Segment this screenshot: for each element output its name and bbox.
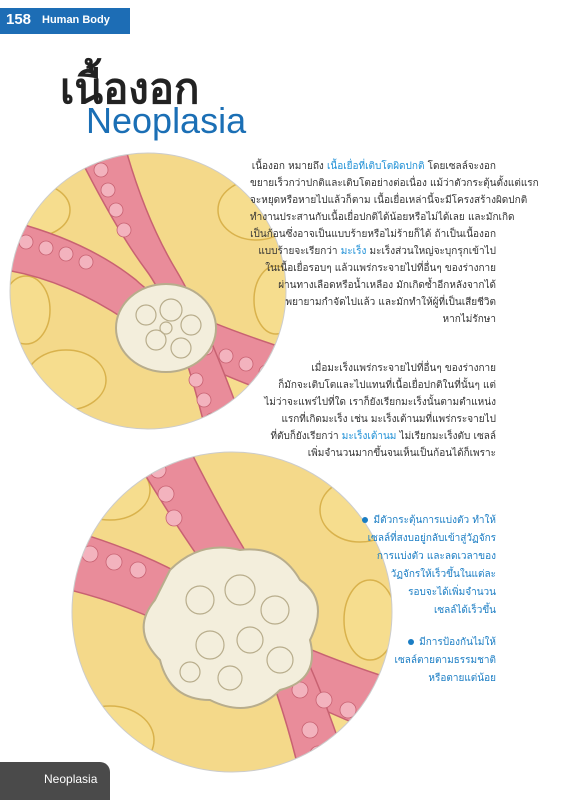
- paragraph-definition: [250, 158, 539, 328]
- text-line: [250, 226, 496, 243]
- text-line: [258, 428, 496, 445]
- text-segment: ในเนื้อเยื่อรอบๆ แล้วแพร่กระจายไปที่อื่นๆ ของร่างกาย: [265, 263, 496, 274]
- page-number: 158: [6, 11, 32, 28]
- highlight-term: มะเร็งเต้านม: [341, 431, 397, 442]
- bullet-line: [360, 584, 496, 602]
- large-tumor-illustration: [70, 450, 395, 775]
- tumor-mass: [116, 284, 216, 372]
- paragraph-metastasis: [258, 360, 496, 462]
- highlight-term: มะเร็ง: [340, 246, 367, 257]
- highlight-term: เนื้อเยื่อที่เติบโตผิดปกติ: [326, 161, 425, 172]
- text-line: [250, 311, 496, 328]
- text-segment: ไม่เรียกมะเร็งตับ เซลล์: [396, 431, 496, 442]
- bullet-text: หรือตายแต่น้อย: [428, 673, 496, 684]
- bullet-line: [360, 530, 496, 548]
- footer-tab: [0, 762, 110, 800]
- text-line: [250, 158, 496, 175]
- text-segment: มะเร็งส่วนใหญ่จะบุกรุกเข้าไป: [366, 246, 496, 257]
- text-segment: ที่ตับก็ยังเรียกว่า: [270, 431, 342, 442]
- bullet-text: วัฏจักรให้เร็วขึ้นในแต่ละ: [390, 569, 496, 580]
- bullet-dot-icon: [362, 517, 368, 523]
- text-line: [250, 243, 496, 260]
- text-line: [258, 445, 496, 462]
- small-tumor-illustration: [6, 150, 290, 432]
- bullet-text: เซลล์ตายตามธรรมชาติ: [394, 655, 496, 666]
- footer-label: Neoplasia: [44, 772, 98, 786]
- page-title-thai: เนื้องอก: [60, 64, 200, 113]
- text-line: [250, 209, 515, 226]
- text-segment: ทำงานประสานกับเนื้อเยื่อปกติได้น้อยหรือไม่ได้เลย และมักเกิด: [250, 212, 515, 223]
- text-segment: เมื่อมะเร็งแพร่กระจายไปที่อื่นๆ ของร่างกาย: [311, 363, 496, 374]
- text-line: [250, 192, 528, 209]
- text-segment: เป็นก้อนซึ่งอาจเป็นแบบร้ายหรือไม่ร้ายก็ได้ ถ้าเป็นเนื้องอก: [250, 229, 496, 240]
- text-segment: พยายามกำจัดไปแล้ว และมักทำให้ผู้ที่เป็นเสียชีวิต: [285, 297, 496, 308]
- text-segment: เพิ่มจำนวนมากขึ้นจนเห็นเป็นก้อนได้ก็เพราะ: [307, 448, 496, 459]
- bullet-line: [360, 548, 496, 566]
- bullet-text: มีตัวกระตุ้นการแบ่งตัว ทำให้: [373, 515, 496, 526]
- bullet-text: เซลล์ได้เร็วขึ้น: [433, 605, 496, 616]
- text-segment: หากไม่รักษา: [442, 314, 496, 325]
- bullet-line: [360, 602, 496, 620]
- bullet-text: เซลล์ที่สงบอยู่กลับเข้าสู่วัฏจักร: [367, 533, 496, 544]
- text-line: [250, 175, 539, 192]
- text-segment: แรกที่เกิดมะเร็ง เช่น มะเร็งเต้านมที่แพร่กระจายไป: [281, 414, 496, 425]
- bullet-text: มีการป้องกันไม่ให้: [419, 637, 496, 648]
- text-segment: ผ่านทางเลือดหรือน้ำเหลือง มักเกิดซ้ำอีกหลังจากได้: [278, 280, 496, 291]
- text-segment: แบบร้ายจะเรียกว่า: [258, 246, 341, 257]
- text-line: [258, 360, 496, 377]
- bullet-line: [380, 634, 496, 652]
- page-title-english: Neoplasia: [86, 100, 247, 141]
- text-segment: ขยายเร็วกว่าปกติและเติบโตอย่างต่อเนื่อง แม้ว่าตัวกระตุ้นตั้งแต่แรก: [250, 178, 539, 189]
- text-line: [250, 294, 496, 311]
- text-line: [250, 260, 496, 277]
- bullet-division-stimulus: [360, 512, 496, 620]
- text-segment: ไม่ว่าจะแพร่ไปที่ใด เราก็ยังเรียกมะเร็งนั้นตามตำแหน่ง: [264, 397, 496, 408]
- bullet-line: [360, 512, 496, 530]
- bullet-line: [380, 670, 496, 688]
- bullet-dot-icon: [408, 639, 414, 645]
- text-line: [258, 377, 496, 394]
- book-title: Human Body: [42, 14, 110, 26]
- bullet-line: [360, 566, 496, 584]
- text-segment: เนื้องอก หมายถึง: [251, 161, 327, 172]
- bullet-line: [380, 652, 496, 670]
- bullet-text: การแบ่งตัว และลดเวลาของ: [376, 551, 496, 562]
- page-header-tab: [0, 8, 130, 34]
- text-line: [258, 411, 496, 428]
- text-segment: จะหยุดหรือหายไปแล้วก็ตาม เนื้อเยื่อเหล่านี้จะมีโครงสร้างผิดปกติ: [250, 195, 528, 206]
- bullet-cell-death-prevention: [380, 634, 496, 688]
- text-segment: ก็มักจะเติบโตและไปแทนที่เนื้อเยื่อปกติในที่นั้นๆ แต่: [278, 380, 496, 391]
- text-line: [258, 394, 496, 411]
- text-line: [250, 277, 496, 294]
- bullet-text: รอบจะได้เพิ่มจำนวน: [408, 587, 496, 598]
- text-segment: โดยเซลล์จะงอก: [424, 161, 496, 172]
